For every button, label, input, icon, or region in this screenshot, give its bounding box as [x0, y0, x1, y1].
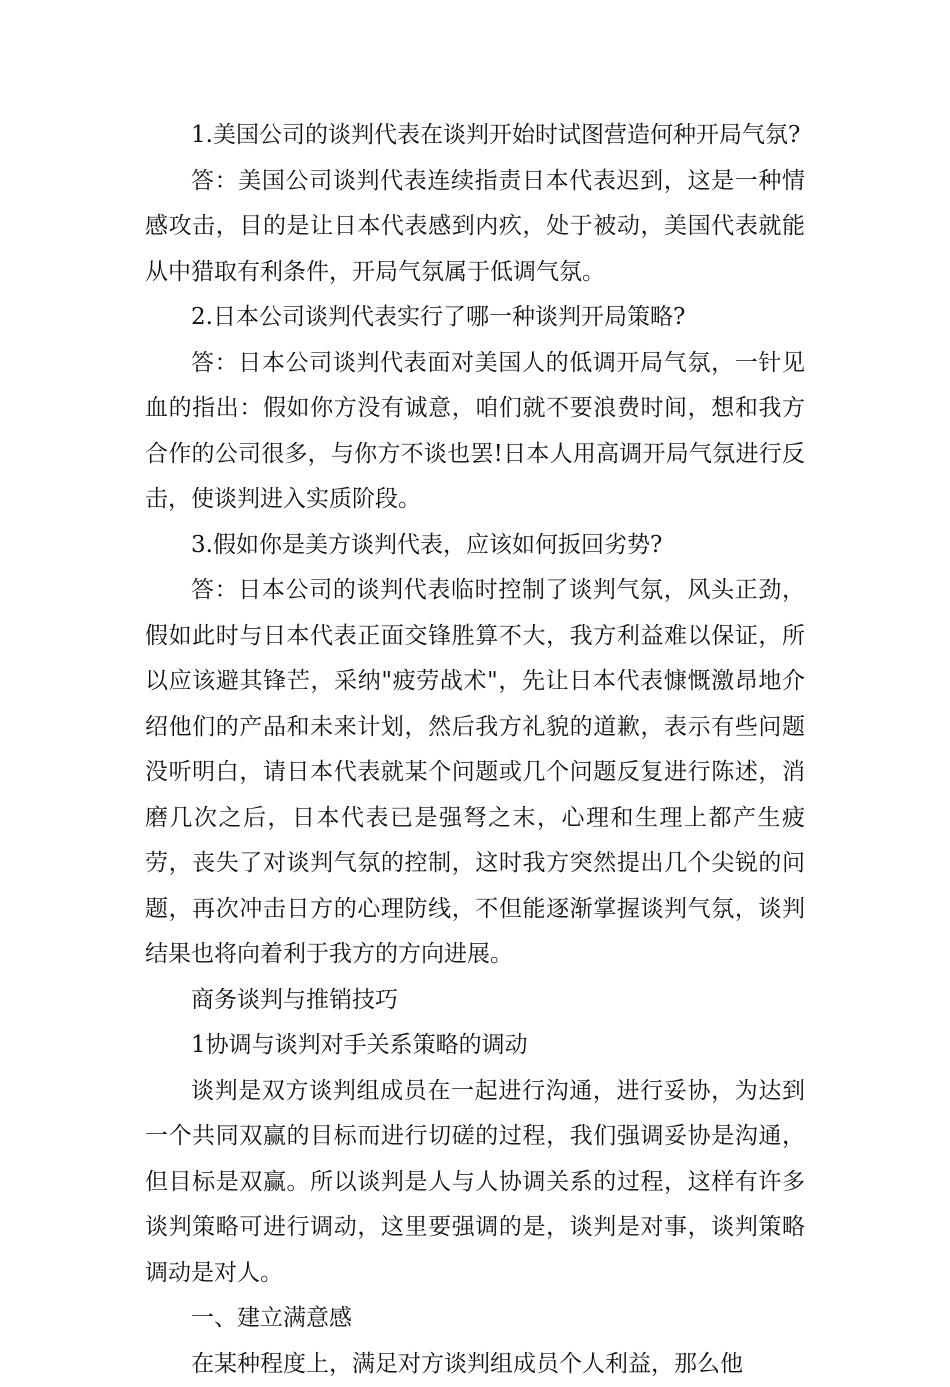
question-3: 3.假如你是美方谈判代表，应该如何扳回劣势?	[145, 523, 805, 569]
section-title: 商务谈判与推销技巧	[145, 978, 805, 1024]
document-page	[145, 113, 805, 1387]
question-1: 1.美国公司的谈判代表在谈判开始时试图营造何种开局气氛?	[145, 113, 805, 159]
answer-1: 答：美国公司谈判代表连续指责日本代表迟到，这是一种情感攻击，目的是让日本代表感到内疚，处于被动，美国代表就能从中猎取有利条件，开局气氛属于低调气氛。	[145, 159, 805, 296]
body-paragraph-continued: 在某种程度上，满足对方谈判组成员个人利益，那么他	[145, 1342, 805, 1387]
subsection-title: 1协调与谈判对手关系策略的调动	[145, 1023, 805, 1069]
answer-3: 答：日本公司的谈判代表临时控制了谈判气氛，风头正劲，假如此时与日本代表正面交锋胜算不大，我方利益难以保证，所以应该避其锋芒，采纳"疲劳战术"，先让日本代表慷慨激昂地介绍他们的产品和未来计划，然后我方礼貌的道歉，表示有些问题没听明白，请日本代表就某个问题或几个问题反复进行陈述，消磨几次之后，日本代表已是强弩之末，心理和生理上都产生疲劳，丧失了对谈判气氛的控制，这时我方突然提出几个尖锐的问题，再次冲击日方的心理防线，不但能逐渐掌握谈判气氛，谈判结果也将向着利于我方的方向进展。	[145, 568, 805, 978]
answer-2: 答：日本公司谈判代表面对美国人的低调开局气氛，一针见血的指出：假如你方没有诚意，咱们就不要浪费时间，想和我方合作的公司很多，与你方不谈也罢!日本人用高调开局气氛进行反击，使谈判进入实质阶段。	[145, 341, 805, 523]
point-heading: 一、建立满意感	[145, 1296, 805, 1342]
question-2: 2.日本公司谈判代表实行了哪一种谈判开局策略?	[145, 295, 805, 341]
body-paragraph: 谈判是双方谈判组成员在一起进行沟通，进行妥协，为达到一个共同双赢的目标而进行切磋的过程，我们强调妥协是沟通，但目标是双赢。所以谈判是人与人协调关系的过程，这样有许多谈判策略可进行调动，这里要强调的是，谈判是对事，谈判策略调动是对人。	[145, 1069, 805, 1297]
